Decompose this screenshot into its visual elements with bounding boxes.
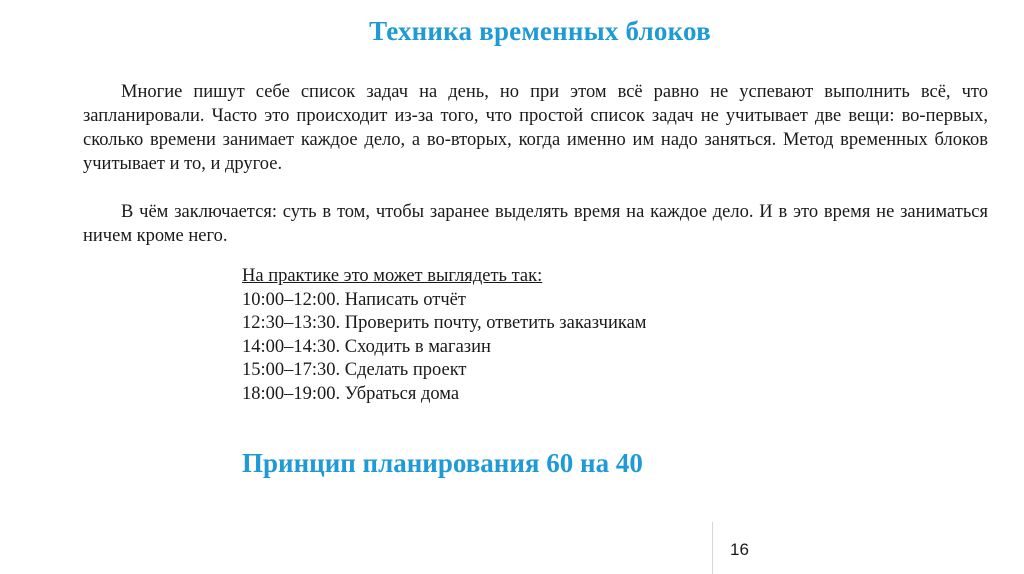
slide-body bbox=[83, 80, 988, 248]
schedule-item: 10:00–12:00. Написать отчёт bbox=[242, 289, 466, 310]
page-number: 16 bbox=[730, 540, 749, 559]
schedule-item: 12:30–13:30. Проверить почту, ответить заказчикам bbox=[242, 313, 647, 333]
page-divider bbox=[712, 522, 713, 574]
schedule-item: 15:00–17:30. Сделать проект bbox=[242, 360, 467, 380]
paragraph-essence: В чём заключается: суть в том, чтобы заранее выделять время на каждое дело. И в это время не заниматься ничем кроме него. bbox=[83, 202, 988, 246]
schedule-heading: На практике это может выглядеть так: bbox=[242, 266, 543, 286]
schedule-item: 18:00–19:00. Убраться дома bbox=[242, 383, 460, 404]
schedule-item: 14:00–14:30. Сходить в магазин bbox=[242, 336, 491, 357]
slide-title: Техника временных блоков bbox=[369, 16, 711, 46]
principle-heading: Принцип планирования 60 на 40 bbox=[242, 448, 643, 478]
paragraph-intro: Многие пишут себе список задач на день, но при этом всё равно не успевают выполнить всё, что запланировали. Часто это происходит из-за того, что простой список задач не учитывает две вещи: во-первых, сколько времени занимает каждое дело, а во-вторых, когда именно им надо заняться. Метод временных блоков учитывает и то, и другое. bbox=[83, 82, 988, 174]
schedule-block bbox=[242, 265, 647, 406]
